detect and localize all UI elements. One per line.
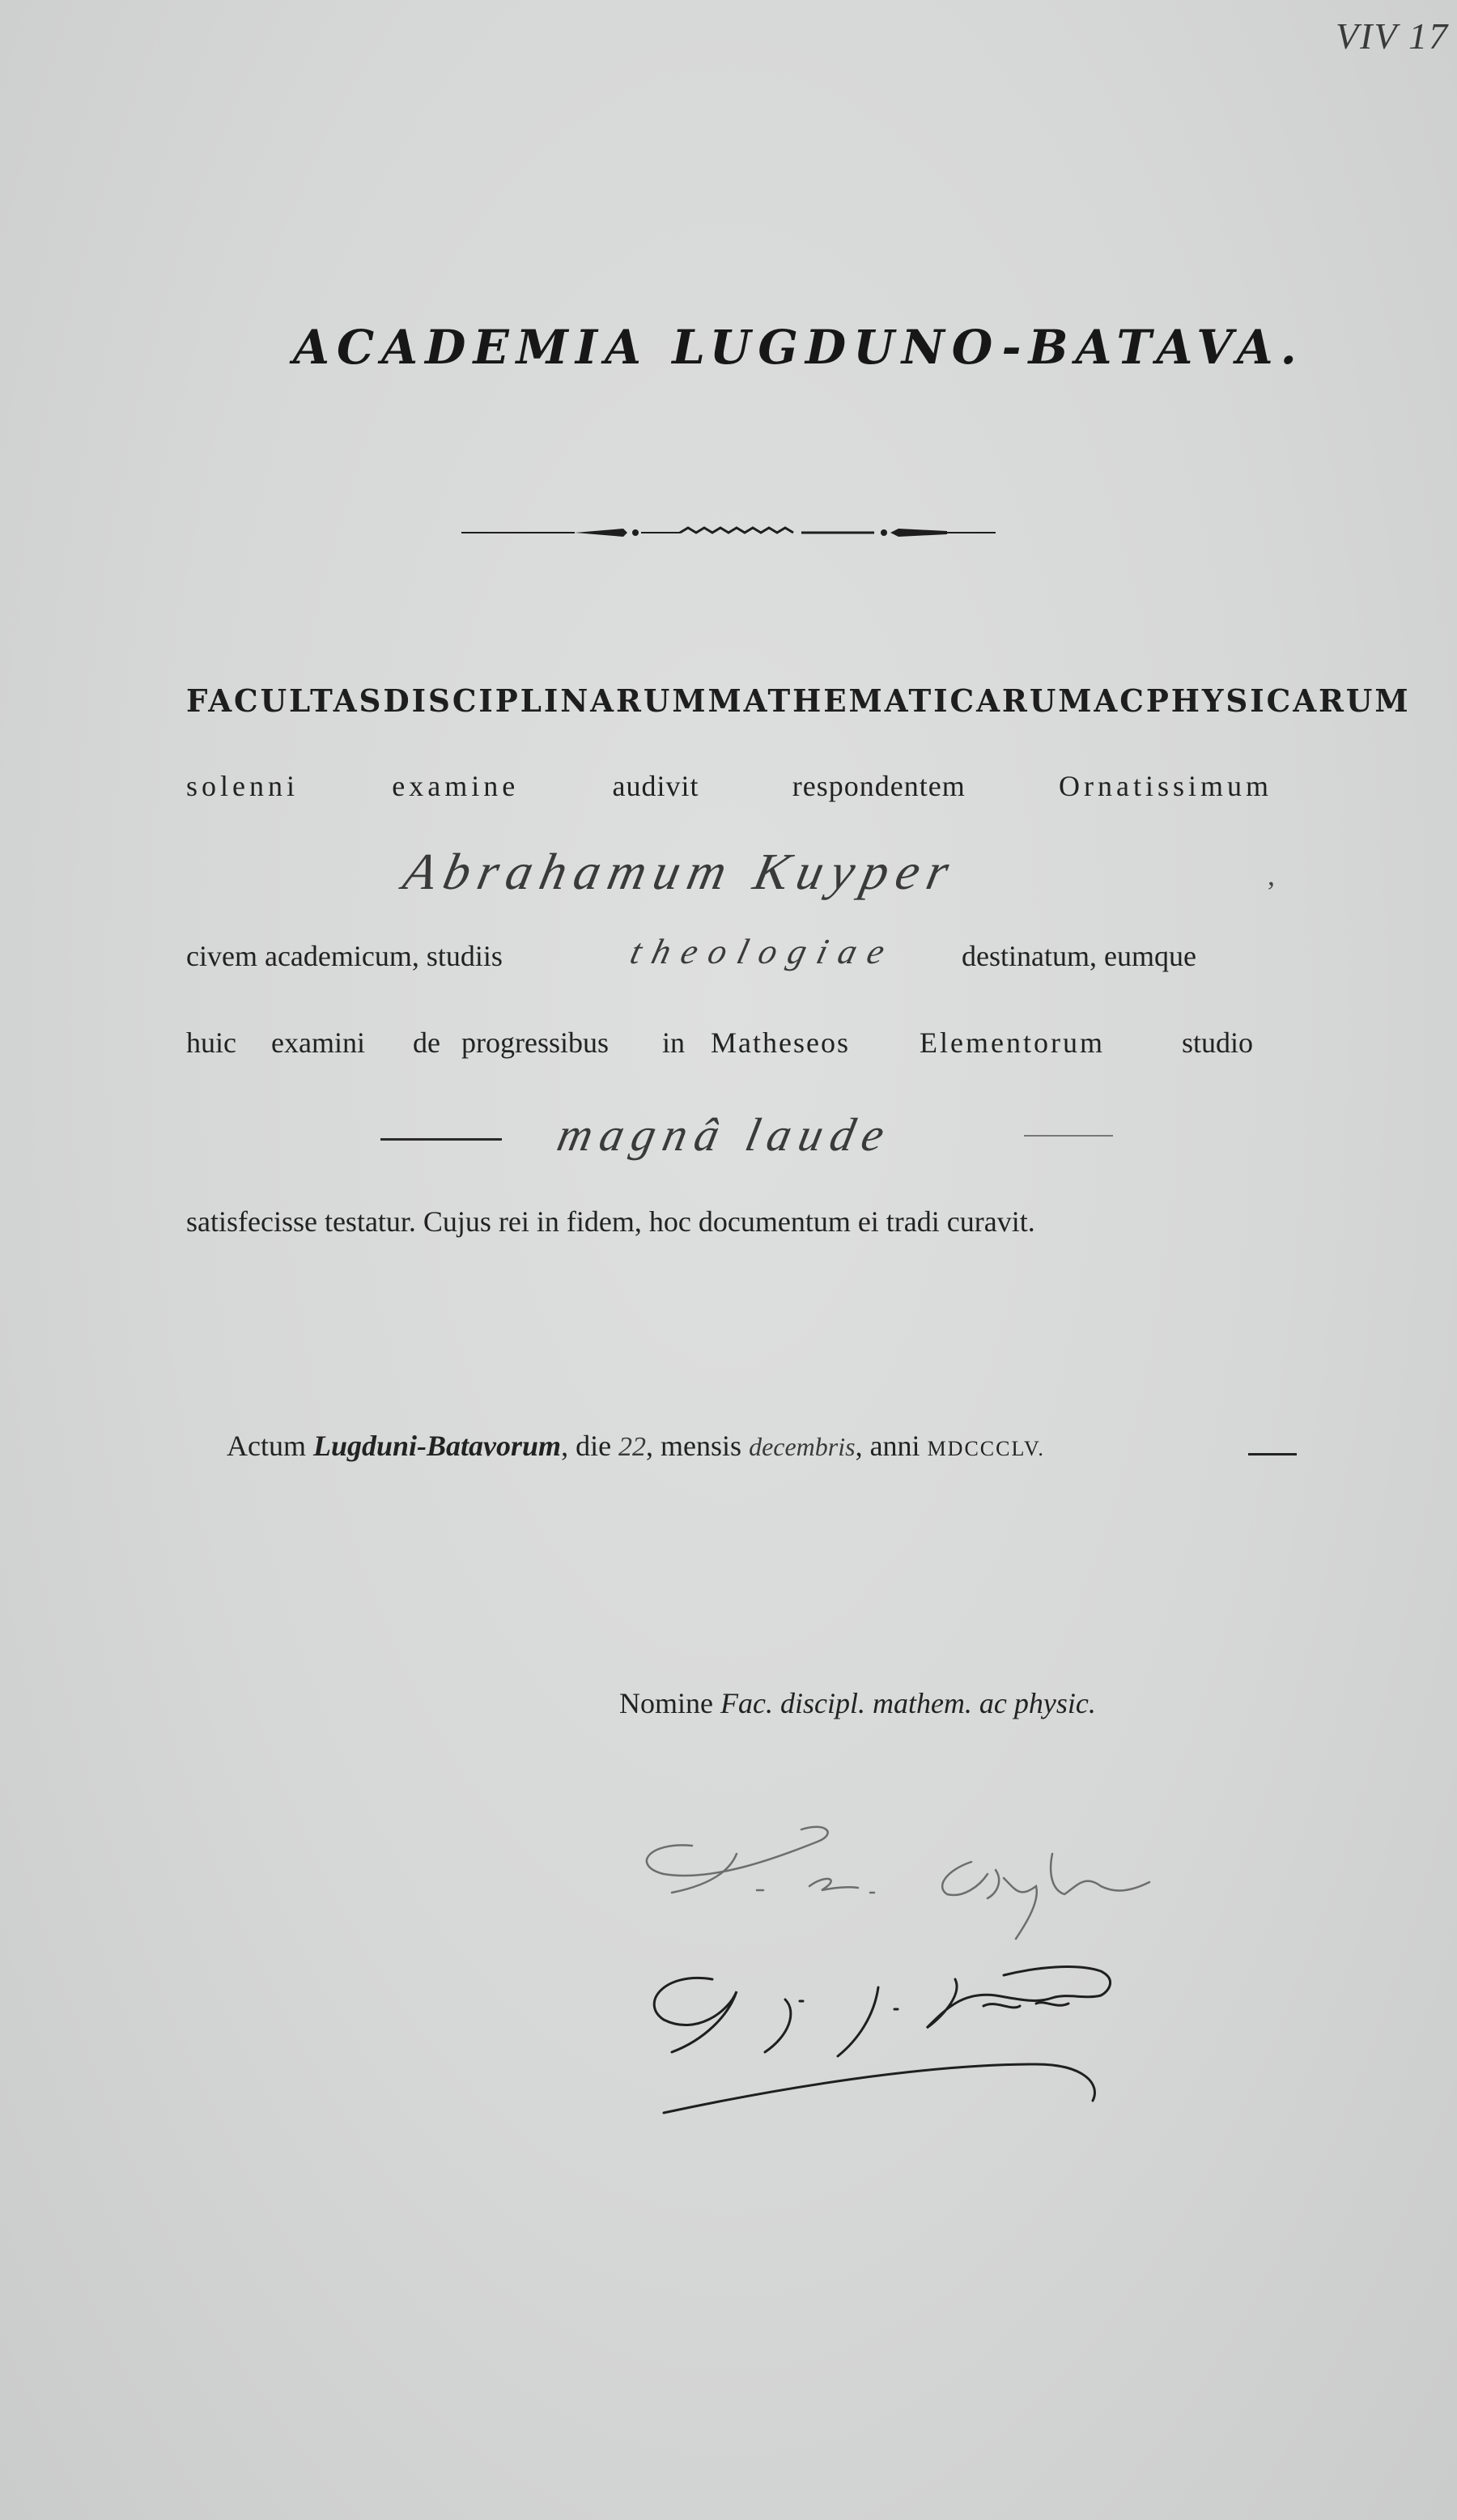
date-end-rule: [1248, 1453, 1297, 1455]
faculty-word: DISCIPLINARUM: [383, 682, 708, 719]
handwritten-student-name: Abrahamum Kuyper: [398, 843, 962, 900]
punctuation-comma: ,: [1268, 859, 1275, 891]
word: huic: [186, 1026, 236, 1059]
text-line-satisfecisse: satisfecisse testatur. Cujus rei in fidem, hoc documentum ei tradi curavit.: [186, 1205, 1035, 1238]
faculty-word: FACULTAS: [186, 682, 384, 719]
date-line: [227, 1429, 1045, 1463]
faculty-word: PHYSICARUM: [1145, 682, 1411, 719]
text-segment: destinatum, eumque: [962, 940, 1196, 972]
word: Matheseos: [711, 1026, 850, 1059]
year-numeral: MDCCCLV.: [927, 1437, 1045, 1460]
signature-rijke: [647, 1827, 1149, 1939]
signature-block: [615, 1797, 1198, 2137]
faculty-word: MATHEMATICARUM: [707, 682, 1094, 719]
die-label: , die: [561, 1430, 612, 1462]
word: examine: [392, 770, 520, 802]
document-title: ACADEMIA LUGDUNO-BATAVA.: [293, 320, 1304, 375]
handwritten-month: decembris: [749, 1432, 856, 1461]
faculty-heading: [186, 682, 1411, 719]
nomine-line: [619, 1686, 1096, 1720]
nomine-label: Nomine: [619, 1687, 713, 1719]
text-line-examine: [186, 769, 1272, 803]
mensis-label: , mensis: [646, 1430, 742, 1462]
ornament-divider: [461, 518, 996, 547]
word: Ornatissimum: [1059, 770, 1272, 802]
signature-verdam: [654, 1967, 1110, 2113]
word: de: [413, 1026, 440, 1059]
faculty-word: AC: [1094, 682, 1146, 719]
text-segment: civem academicum, studiis: [186, 940, 503, 972]
word: studio: [1182, 1026, 1254, 1059]
anni-label: , anni: [855, 1430, 920, 1462]
word: examini: [271, 1026, 365, 1059]
dash-rule-right: [1024, 1135, 1113, 1137]
word: Elementorum: [920, 1026, 1105, 1059]
word: solenni: [186, 770, 299, 802]
word: in: [662, 1026, 686, 1059]
place-name: Lugduni-Batavorum: [312, 1430, 562, 1462]
handwritten-day: 22: [618, 1432, 647, 1462]
word: progressibus: [461, 1026, 609, 1059]
word: audivit: [612, 770, 699, 802]
word: respondentem: [792, 770, 966, 802]
handwritten-grade: magnâ laude: [553, 1108, 898, 1161]
faculty-abbrev: Fac. discipl. mathem. ac physic.: [720, 1687, 1096, 1719]
handwritten-study-field: theologiae: [626, 932, 900, 971]
dash-rule-left: [380, 1138, 502, 1141]
archive-mark: VIV 17: [1336, 15, 1450, 57]
actum-label: Actum: [227, 1430, 306, 1462]
